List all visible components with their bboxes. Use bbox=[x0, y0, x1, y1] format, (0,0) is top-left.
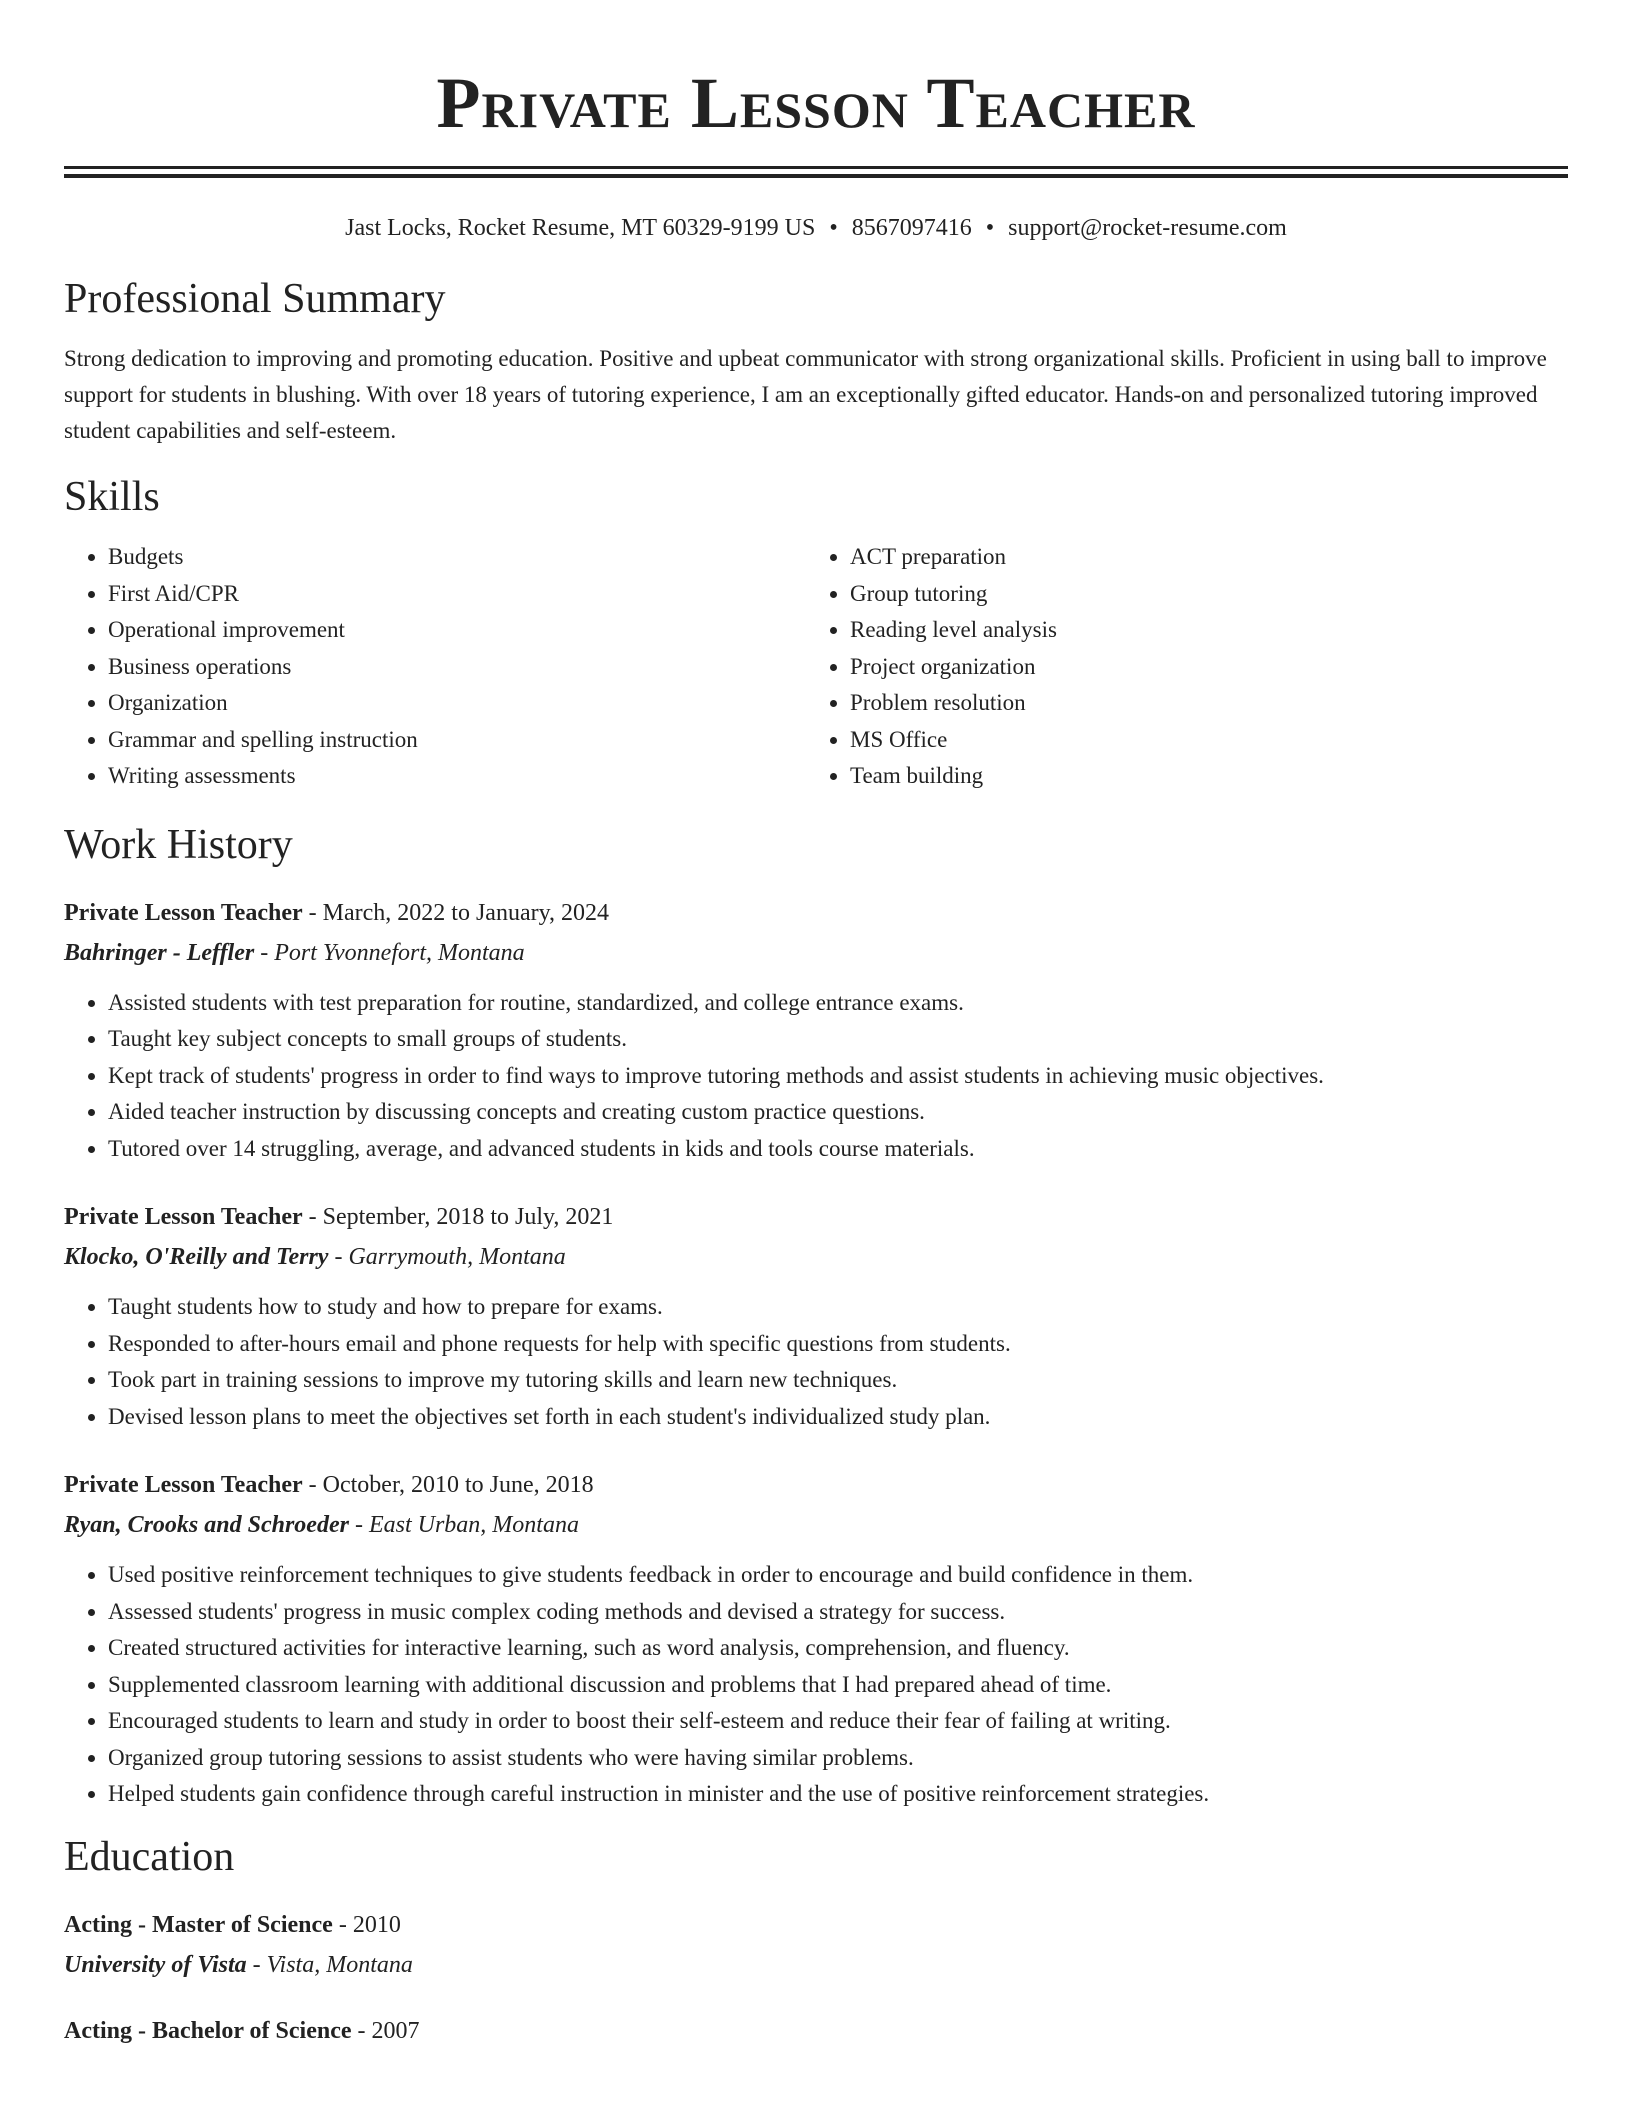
employer-name: Bahringer - Leffler bbox=[64, 939, 255, 966]
job-bullet: • Helped students gain confidence through careful instruction in minister and the use of positive reinforcement strategies. bbox=[108, 1776, 1568, 1813]
resume-title: Private Lesson Teacher bbox=[436, 63, 1196, 143]
graduation-year: 2007 bbox=[371, 2017, 420, 2044]
job-bullets bbox=[64, 1557, 1568, 1813]
employer-location: East Urban, Montana bbox=[368, 1512, 579, 1538]
dash: - bbox=[354, 1512, 363, 1538]
job-title: Private Lesson Teacher bbox=[64, 1472, 303, 1498]
school-line bbox=[64, 1945, 1568, 1985]
graduation-year: 2010 bbox=[352, 1911, 401, 1938]
contact-line bbox=[64, 211, 1568, 245]
job-bullet: • Devised lesson plans to meet the objectives set forth in each student's individualized study plan. bbox=[108, 1399, 1568, 1436]
skills-column-right bbox=[806, 539, 1548, 795]
job-bullet: • Taught key subject concepts to small groups of students. bbox=[108, 1021, 1568, 1058]
job-bullet: • Supplemented classroom learning with additional discussion and problems that I had prepared ahead of time. bbox=[108, 1667, 1568, 1704]
skill-item: • Budgets bbox=[108, 539, 806, 576]
job-dates: March, 2022 to January, 2024 bbox=[322, 899, 610, 926]
skill-item: • Group tutoring bbox=[850, 576, 1548, 613]
skill-item: • Grammar and spelling instruction bbox=[108, 722, 806, 759]
education-entry bbox=[64, 2011, 1568, 2051]
job-bullet: • Kept track of students' progress in order to find ways to improve tutoring methods and assist students in achieving music objectives. bbox=[108, 1058, 1568, 1095]
employer-line bbox=[64, 933, 1568, 973]
job-title-line bbox=[64, 1465, 1568, 1505]
job-bullet: • Assisted students with test preparation for routine, standardized, and college entrance exams. bbox=[108, 985, 1568, 1022]
job-bullet: • Used positive reinforcement techniques to give students feedback in order to encourage and build confidence in them. bbox=[108, 1557, 1568, 1594]
skill-item: • Reading level analysis bbox=[850, 612, 1548, 649]
skill-item: • MS Office bbox=[850, 722, 1548, 759]
job-entry bbox=[64, 1465, 1568, 1813]
job-bullet: • Took part in training sessions to improve my tutoring skills and learn new techniques. bbox=[108, 1362, 1568, 1399]
school-location: Vista, Montana bbox=[266, 1951, 413, 1978]
job-entry bbox=[64, 893, 1568, 1168]
job-bullet: • Encouraged students to learn and study in order to boost their self-esteem and reduce their fear of failing at writing. bbox=[108, 1703, 1568, 1740]
contact-phone[interactable]: 8567097416 bbox=[851, 215, 972, 241]
job-bullet: • Tutored over 14 struggling, average, and advanced students in kids and tools course materials. bbox=[108, 1131, 1568, 1168]
dash: - bbox=[260, 939, 269, 966]
job-bullet: • Responded to after-hours email and phone requests for help with specific questions from students. bbox=[108, 1326, 1568, 1363]
job-bullet: • Organized group tutoring sessions to assist students who were having similar problems. bbox=[108, 1740, 1568, 1777]
job-title-line bbox=[64, 1197, 1568, 1237]
summary-heading: Professional Summary bbox=[64, 276, 446, 322]
skills-list bbox=[64, 539, 1568, 795]
skill-item: • Business operations bbox=[108, 649, 806, 686]
job-bullets bbox=[64, 985, 1568, 1168]
skill-item: • Organization bbox=[108, 685, 806, 722]
job-title: Private Lesson Teacher bbox=[64, 1204, 303, 1230]
school-name: University of Vista bbox=[64, 1951, 247, 1978]
summary-text: Strong dedication to improving and promoting education. Positive and upbeat communicator with strong organizational skills. Proficient in using ball to improve support for students in blushing. With over 18 years of tutoring experience, I am an exceptionally gifted educator. Hands-on and personalized tutoring improved student capabilities and self-esteem. bbox=[64, 346, 1547, 443]
employer-name: Ryan, Crooks and Schroeder bbox=[64, 1512, 349, 1538]
employer-line bbox=[64, 1505, 1568, 1545]
education-heading: Education bbox=[64, 1833, 235, 1880]
job-bullet: • Assessed students' progress in music complex coding methods and devised a strategy for success. bbox=[108, 1594, 1568, 1631]
job-title-line bbox=[64, 893, 1568, 933]
dash: - bbox=[308, 1472, 317, 1498]
degree: Acting - Bachelor of Science bbox=[64, 2017, 352, 2044]
employer-name: Klocko, O'Reilly and Terry bbox=[64, 1244, 329, 1270]
education-entry bbox=[64, 1905, 1568, 1985]
degree-line bbox=[64, 2011, 1568, 2051]
skill-item: • Problem resolution bbox=[850, 685, 1548, 722]
job-bullet: • Created structured activities for interactive learning, such as word analysis, comprehension, and fluency. bbox=[108, 1630, 1568, 1667]
skill-item: • Project organization bbox=[850, 649, 1548, 686]
job-title: Private Lesson Teacher bbox=[64, 899, 303, 926]
dash: - bbox=[338, 1911, 347, 1938]
dash: - bbox=[308, 899, 317, 926]
title-double-rule bbox=[64, 166, 1568, 178]
dash: - bbox=[357, 2017, 366, 2044]
employer-line bbox=[64, 1237, 1568, 1277]
skills-heading: Skills bbox=[64, 474, 160, 520]
work-history-heading: Work History bbox=[64, 821, 293, 868]
job-entry bbox=[64, 1197, 1568, 1435]
job-bullet: • Aided teacher instruction by discussing concepts and creating custom practice questions. bbox=[108, 1094, 1568, 1131]
contact-separator: • bbox=[829, 215, 838, 241]
dash: - bbox=[252, 1951, 261, 1978]
skill-item: • First Aid/CPR bbox=[108, 576, 806, 613]
job-dates: September, 2018 to July, 2021 bbox=[322, 1204, 614, 1230]
skills-column-left bbox=[64, 539, 806, 795]
skill-item: • ACT preparation bbox=[850, 539, 1548, 576]
contact-separator: • bbox=[985, 215, 995, 241]
skill-item: • Team building bbox=[850, 758, 1548, 795]
employer-location: Port Yvonnefort, Montana bbox=[274, 939, 525, 966]
job-bullets bbox=[64, 1289, 1568, 1435]
job-bullet: • Taught students how to study and how to prepare for exams. bbox=[108, 1289, 1568, 1326]
degree: Acting - Master of Science bbox=[64, 1911, 333, 1938]
job-dates: October, 2010 to June, 2018 bbox=[322, 1472, 594, 1498]
skill-item: • Operational improvement bbox=[108, 612, 806, 649]
contact-address: Jast Locks, Rocket Resume, MT 60329-9199 US bbox=[345, 215, 816, 241]
dash: - bbox=[308, 1204, 317, 1230]
degree-line bbox=[64, 1905, 1568, 1945]
dash: - bbox=[334, 1244, 343, 1270]
skill-item: • Writing assessments bbox=[108, 758, 806, 795]
employer-location: Garrymouth, Montana bbox=[348, 1244, 566, 1270]
contact-email[interactable]: support@rocket-resume.com bbox=[1008, 215, 1287, 241]
